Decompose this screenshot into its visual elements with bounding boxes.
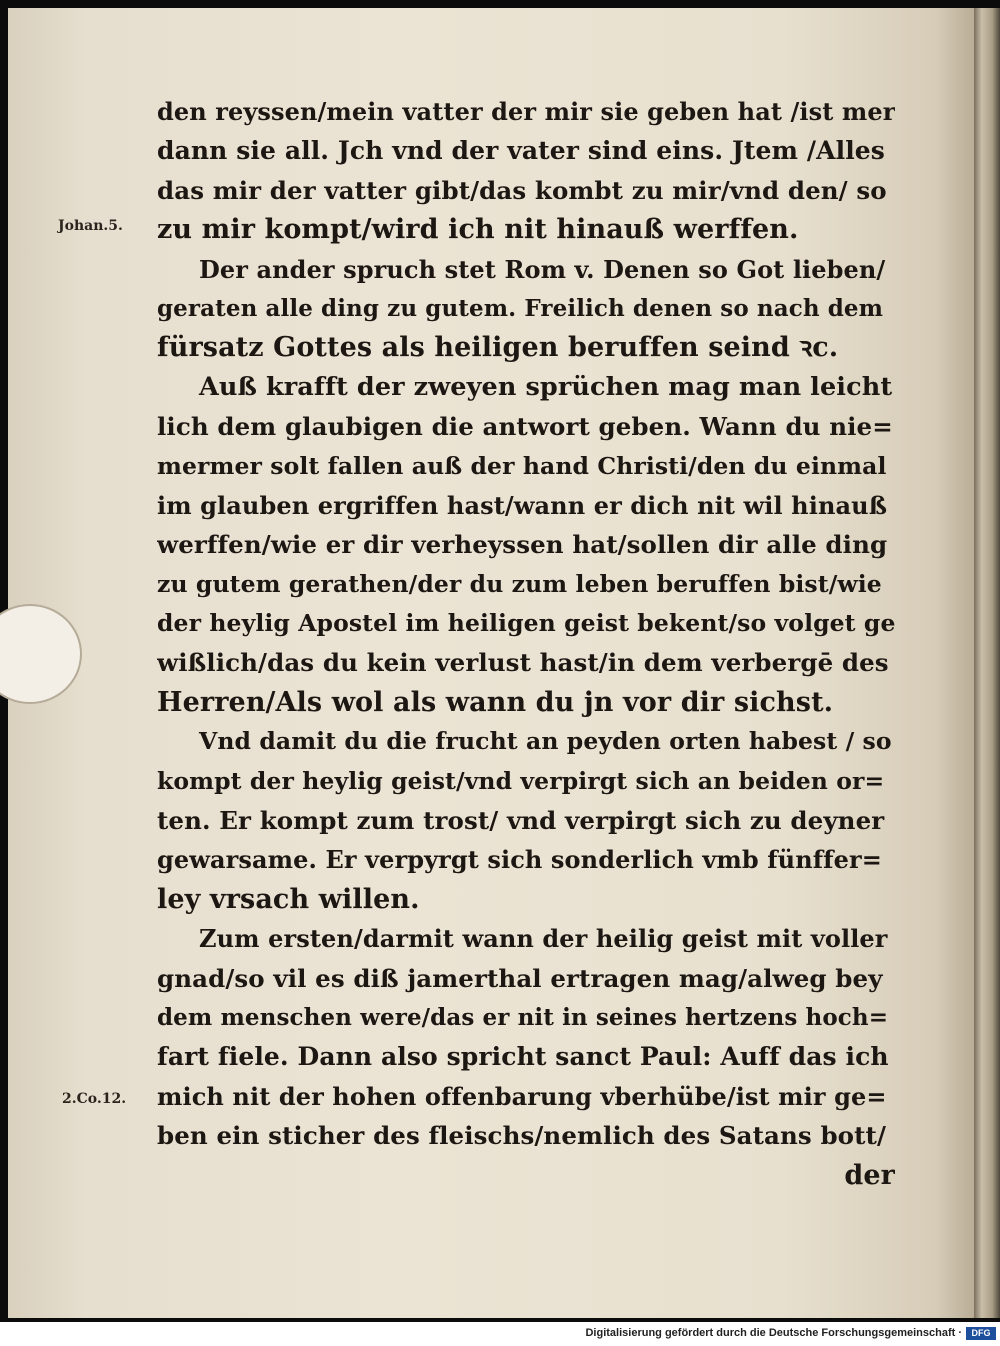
- text-line: fürsatz Gottes als heiligen beruffen seind ꝛc.: [157, 332, 839, 364]
- text-line: fart fiele. Dann also spricht sanct Paul: Auff das ich: [157, 1042, 889, 1072]
- text-line: ben ein sticher des fleischs/nemlich des Satans bott/: [157, 1121, 887, 1151]
- text-line: Herren/Als wol als wann du jn vor dir sichst.: [157, 686, 834, 718]
- text-line: den reyssen/mein vatter der mir sie geben hat /ist mer: [157, 97, 895, 126]
- text-line: gewarsame. Er verpyrgt sich sonderlich vmb fünffer=: [157, 845, 882, 875]
- text-line: der heylig Apostel im heiligen geist bekent/so volget ge: [157, 609, 895, 638]
- text-line: dem menschen were/das er nit in seines hertzens hoch=: [157, 1003, 889, 1031]
- text-line: wißlich/das du kein verlust hast/in dem verbergē des: [157, 648, 889, 678]
- text-line: kompt der heylig geist/vnd verpirgt sich an beiden or=: [157, 766, 885, 795]
- footer-bar: [0, 1322, 1000, 1346]
- margin-note-johan: Johan.5.: [58, 218, 123, 234]
- page-edge-shadow: [974, 8, 1000, 1318]
- text-line: ley vrsach willen.: [157, 883, 420, 915]
- text-line: gnad/so vil es diß jamerthal ertragen mag/alweg bey: [157, 963, 883, 993]
- margin-note-corinthians: 2.Co.12.: [62, 1091, 127, 1107]
- text-line: zu gutem gerathen/der du zum leben beruffen bist/wie: [157, 569, 882, 598]
- page-clip-notch: [0, 604, 82, 704]
- dfg-logo: DFG: [966, 1327, 996, 1340]
- text-line: das mir der vatter gibt/das kombt zu mir/vnd den/ so: [157, 175, 887, 205]
- funding-credit: Digitalisierung gefördert durch die Deutsche Forschungsgemeinschaft ·: [585, 1327, 962, 1339]
- catchword: der: [844, 1159, 895, 1191]
- text-line: werffen/wie er dir verheyssen hat/sollen dir alle ding: [157, 530, 888, 560]
- text-line: im glauben ergriffen hast/wann er dich nit wil hinauß: [157, 490, 888, 520]
- text-line: dann sie all. Jch vnd der vater sind eins. Jtem /Alles: [157, 136, 885, 166]
- text-line: mermer solt fallen auß der hand Christi/den du einmal: [157, 451, 887, 480]
- text-line: Zum ersten/darmit wann der heilig geist mit voller: [199, 924, 888, 954]
- text-line: geraten alle ding zu gutem. Freilich denen so nach dem: [157, 294, 884, 322]
- page-text: [157, 92, 895, 1195]
- text-line: zu mir kompt/wird ich nit hinauß werffen.: [157, 214, 799, 246]
- text-line: mich nit der hohen offenbarung vberhübe/ist mir ge=: [157, 1081, 887, 1111]
- text-line: ten. Er kompt zum trost/ vnd verpirgt sich zu deyner: [157, 806, 885, 836]
- text-line: Vnd damit du die frucht an peyden orten habest / so: [199, 727, 892, 756]
- text-line: lich dem glaubigen die antwort geben. Wann du nie=: [157, 412, 893, 442]
- text-line: Der ander spruch stet Rom v. Denen so Got lieben/: [199, 254, 886, 284]
- text-line: Auß krafft der zweyen sprüchen mag man leicht: [199, 371, 893, 402]
